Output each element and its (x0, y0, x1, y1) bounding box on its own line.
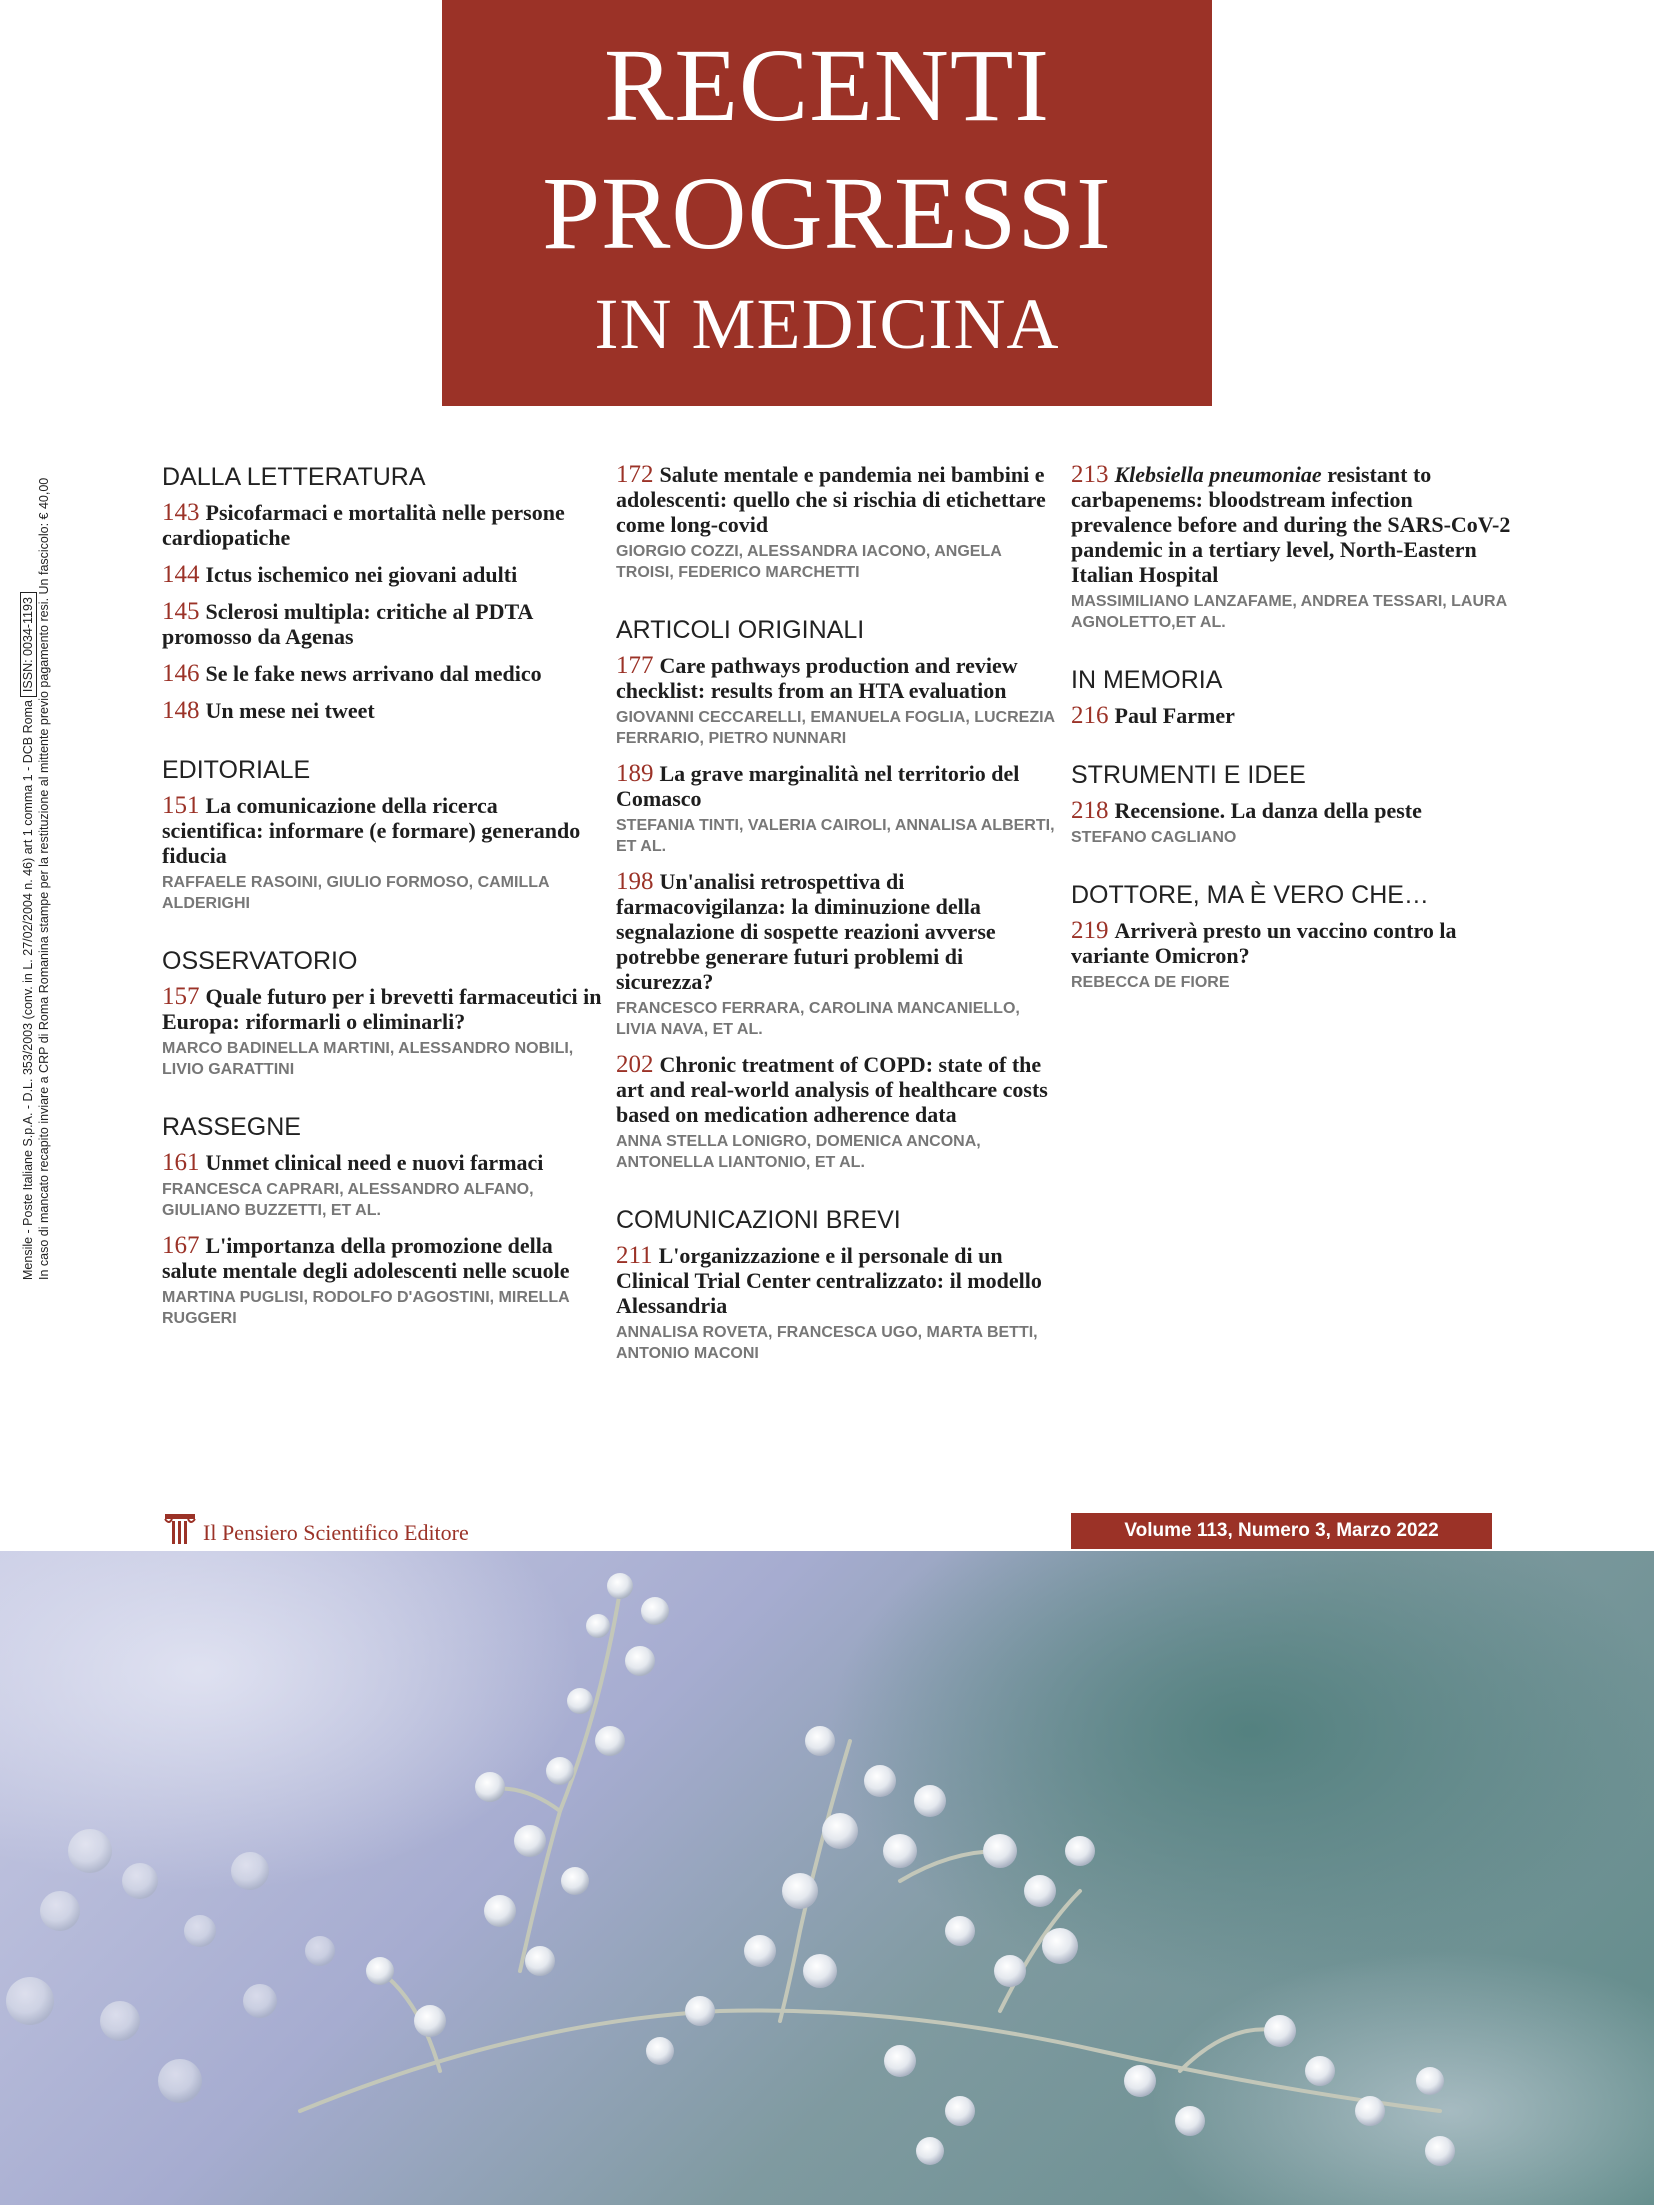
article-authors: MARCO BADINELLA MARTINI, ALESSANDRO NOBILI, LIVIO GARATTINI (162, 1040, 574, 1078)
toc-entry[interactable] (1071, 798, 1511, 848)
toc-entry[interactable] (162, 1233, 602, 1329)
article-title: Sclerosi multipla: critiche al PDTA promosso da Agenas (162, 599, 533, 649)
toc-entry[interactable] (1071, 703, 1511, 728)
page-number: 146 (162, 660, 200, 687)
section-title: COMUNICAZIONI BREVI (616, 1206, 901, 1234)
page-number: 211 (616, 1242, 653, 1269)
article-title: La grave marginalità nel territorio del Comasco (616, 761, 1020, 811)
page-number: 202 (616, 1051, 654, 1078)
article-title: L'organizzazione e il personale di un Clinical Trial Center centralizzato: il modello Alessandria (616, 1243, 1042, 1318)
page-number: 167 (162, 1232, 200, 1259)
article-authors: STEFANO CAGLIANO (1071, 829, 1237, 846)
section-title: IN MEMORIA (1071, 666, 1223, 694)
section-title: STRUMENTI E IDEE (1071, 761, 1306, 789)
issn-box: ISSN: 0034-1193 (20, 592, 37, 697)
article-title: Recensione. La danza della peste (1114, 798, 1422, 823)
page-number: 161 (162, 1149, 200, 1176)
page-number: 151 (162, 792, 200, 819)
toc-entry[interactable] (1071, 918, 1511, 993)
toc-entry[interactable] (162, 500, 602, 550)
article-title: Paul Farmer (1114, 703, 1235, 728)
article-authors: GIORGIO COZZI, ALESSANDRA IACONO, ANGELA TROISI, FEDERICO MARCHETTI (616, 543, 1002, 581)
article-title-italic: Klebsiella pneumoniae (1114, 462, 1322, 487)
toc-entry[interactable] (162, 698, 602, 723)
page-number: 143 (162, 499, 200, 526)
page-number: 148 (162, 697, 200, 724)
article-title: La comunicazione della ricerca scientifica: informare (e formare) generando fiducia (162, 793, 581, 868)
article-authors: FRANCESCO FERRARA, CAROLINA MANCANIELLO, LIVIA NAVA, ET AL. (616, 1000, 1020, 1038)
article-authors: ANNA STELLA LONIGRO, DOMENICA ANCONA, ANTONELLA LIANTONIO, ET AL. (616, 1133, 981, 1171)
toc-entry[interactable] (616, 653, 1056, 749)
toc-entry[interactable] (162, 984, 602, 1080)
article-title: Un mese nei tweet (205, 698, 375, 723)
postal-info (20, 460, 52, 1280)
article-authors: ANNALISA ROVETA, FRANCESCA UGO, MARTA BETTI, ANTONIO MACONI (616, 1324, 1038, 1362)
article-title: Un'analisi retrospettiva di farmacovigilanza: la diminuzione della segnalazione di sospette reazioni avverse potrebbe generare futuri problemi di sicurezza? (616, 869, 996, 994)
toc-column-2 (616, 462, 1056, 1376)
toc-entry[interactable] (1071, 462, 1511, 633)
article-authors: STEFANIA TINTI, VALERIA CAIROLI, ANNALISA ALBERTI, ET AL. (616, 817, 1055, 855)
article-title: Arriverà presto un vaccino contro la variante Omicron? (1071, 918, 1457, 968)
article-authors: FRANCESCA CAPRARI, ALESSANDRO ALFANO, GIULIANO BUZZETTI, ET AL. (162, 1181, 534, 1219)
page-number: 172 (616, 461, 654, 488)
article-title: L'importanza della promozione della salute mentale degli adolescenti nelle scuole (162, 1233, 570, 1283)
article-title: Ictus ischemico nei giovani adulti (205, 562, 518, 587)
column-capital-icon (163, 1512, 197, 1552)
article-authors: GIOVANNI CECCARELLI, EMANUELA FOGLIA, LUCREZIA FERRARIO, PIETRO NUNNARI (616, 709, 1055, 747)
toc-entry[interactable] (616, 1243, 1056, 1364)
section-title: DALLA LETTERATURA (162, 463, 426, 491)
toc-entry[interactable] (162, 793, 602, 914)
article-title: Chronic treatment of COPD: state of the art and real-world analysis of healthcare costs based on medication adherence data (616, 1052, 1048, 1127)
section-title: ARTICOLI ORIGINALI (616, 616, 865, 644)
page-number: 218 (1071, 797, 1109, 824)
postal-line-1: Mensile - Poste Italiane S.p.A. - D.L. 353/2003 (conv. in L. 27/02/2004 n. 46) art 1 comma 1 - DCB Roma (21, 700, 35, 1280)
postal-line-2: In caso di mancato recapito inviare a CRP di Roma Romanina stampe per la restituzione al mittente previo pagamento resi. Un fascicolo: € 40,00 (37, 477, 51, 1280)
article-authors: MASSIMILIANO LANZAFAME, ANDREA TESSARI, LAURA AGNOLETTO,ET AL. (1071, 593, 1507, 631)
article-authors: MARTINA PUGLISI, RODOLFO D'AGOSTINI, MIRELLA RUGGERI (162, 1289, 570, 1327)
page-number: 144 (162, 561, 200, 588)
publisher-logo (163, 1512, 469, 1552)
article-title: Care pathways production and review checklist: results from an HTA evaluation (616, 653, 1018, 703)
article-title: Unmet clinical need e nuovi farmaci (205, 1150, 544, 1175)
masthead-line-1: RECENTI (603, 28, 1051, 143)
issue-info: Volume 113, Numero 3, Marzo 2022 (1071, 1513, 1492, 1549)
toc-entry[interactable] (616, 869, 1056, 1040)
masthead (442, 0, 1212, 406)
section-title: DOTTORE, MA È VERO CHE… (1071, 881, 1429, 909)
toc-entry[interactable] (162, 599, 602, 649)
page-number: 213 (1071, 461, 1109, 488)
masthead-line-2: PROGRESSI (542, 156, 1112, 271)
section-title: OSSERVATORIO (162, 947, 358, 975)
toc-entry[interactable] (616, 761, 1056, 857)
page-number: 177 (616, 652, 654, 679)
toc-entry[interactable] (162, 661, 602, 686)
page-number: 157 (162, 983, 200, 1010)
article-authors: REBECCA DE FIORE (1071, 974, 1230, 991)
page-number: 216 (1071, 702, 1109, 729)
section-title: EDITORIALE (162, 756, 311, 784)
toc-column-3 (1071, 462, 1511, 1005)
article-title: Quale futuro per i brevetti farmaceutici in Europa: riformarli o eliminarli? (162, 984, 602, 1034)
page-number: 189 (616, 760, 654, 787)
article-title: resistant to carbapenems: bloodstream infection prevalence before and during the SARS-CoV-2 pandemic in a tertiary level, North-Eastern Italian Hospital (1071, 462, 1511, 587)
article-title: Salute mentale e pandemia nei bambini e adolescenti: quello che si rischia di etichettare come long-covid (616, 462, 1046, 537)
publisher-name: Il Pensiero Scientifico Editore (203, 1520, 469, 1545)
page-number: 145 (162, 598, 200, 625)
toc-entry[interactable] (616, 1052, 1056, 1173)
article-title: Psicofarmaci e mortalità nelle persone cardiopatiche (162, 500, 565, 550)
cover-photo (0, 1551, 1654, 2205)
flower-branch-illustration (0, 1551, 1654, 2205)
toc-entry[interactable] (162, 562, 602, 587)
page-number: 198 (616, 868, 654, 895)
section-title: RASSEGNE (162, 1113, 301, 1141)
toc-entry[interactable] (616, 462, 1056, 583)
masthead-line-3: IN MEDICINA (594, 284, 1060, 364)
toc-column-1 (162, 462, 602, 1341)
toc-entry[interactable] (162, 1150, 602, 1221)
article-authors: RAFFAELE RASOINI, GIULIO FORMOSO, CAMILLA ALDERIGHI (162, 874, 549, 912)
page-number: 219 (1071, 917, 1109, 944)
article-title: Se le fake news arrivano dal medico (205, 661, 542, 686)
